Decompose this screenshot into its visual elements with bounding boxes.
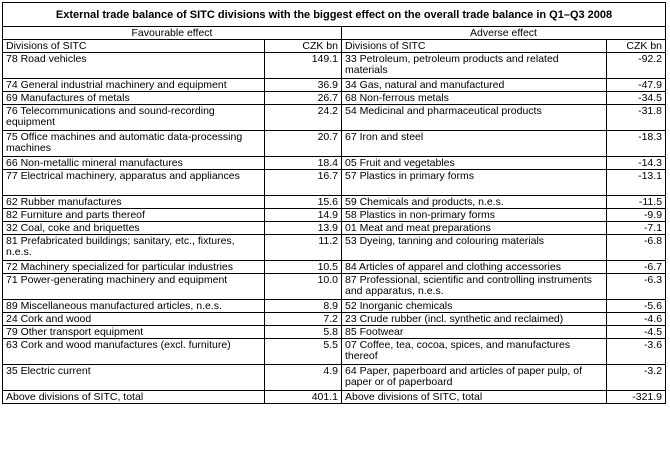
favourable-value-cell: 5.5 — [265, 339, 342, 365]
adverse-value-cell: -6.7 — [607, 261, 666, 274]
adverse-value-cell: -4.5 — [607, 326, 666, 339]
favourable-division-cell: 63 Cork and wood manufactures (excl. furniture) — [3, 339, 265, 365]
adverse-effect-header: Adverse effect — [342, 27, 666, 40]
favourable-value-cell: 149.1 — [265, 53, 342, 79]
favourable-division-cell: 75 Office machines and automatic data-processing machines — [3, 131, 265, 157]
favourable-value-cell: 10.0 — [265, 274, 342, 300]
adverse-division-cell: 53 Dyeing, tanning and colouring materials — [342, 235, 607, 261]
total-row — [3, 391, 666, 404]
favourable-division-cell: 81 Prefabricated buildings; sanitary, etc., fixtures, n.e.s. — [3, 235, 265, 261]
adverse-value-cell: -7.1 — [607, 222, 666, 235]
favourable-value-cell: 26.7 — [265, 92, 342, 105]
adverse-division-cell: 05 Fruit and vegetables — [342, 157, 607, 170]
table-row — [3, 105, 666, 131]
adverse-value-cell: -11.5 — [607, 196, 666, 209]
favourable-division-cell: 82 Furniture and parts thereof — [3, 209, 265, 222]
table-row — [3, 339, 666, 365]
adverse-value-cell: -31.8 — [607, 105, 666, 131]
favourable-value-cell: 7.2 — [265, 313, 342, 326]
favourable-value-cell: 8.9 — [265, 300, 342, 313]
favourable-division-cell: 77 Electrical machinery, apparatus and appliances — [3, 170, 265, 196]
favourable-division-cell: 72 Machinery specialized for particular industries — [3, 261, 265, 274]
table-body — [3, 53, 666, 404]
favourable-value-cell: 24.2 — [265, 105, 342, 131]
favourable-value-cell: 10.5 — [265, 261, 342, 274]
adverse-value-cell: -3.2 — [607, 365, 666, 391]
adverse-value-cell: -13.1 — [607, 170, 666, 196]
adverse-value-cell: -321.9 — [607, 391, 666, 404]
favourable-value-cell: 16.7 — [265, 170, 342, 196]
trade-balance-table — [2, 2, 666, 404]
favourable-value-column-header: CZK bn — [265, 40, 342, 53]
favourable-division-cell: 66 Non-metallic mineral manufactures — [3, 157, 265, 170]
adverse-value-cell: -5.6 — [607, 300, 666, 313]
adverse-division-cell: 64 Paper, paperboard and articles of paper pulp, of paper or of paperboard — [342, 365, 607, 391]
adverse-division-cell: 07 Coffee, tea, cocoa, spices, and manufactures thereof — [342, 339, 607, 365]
favourable-division-cell: 69 Manufactures of metals — [3, 92, 265, 105]
adverse-division-cell: Above divisions of SITC, total — [342, 391, 607, 404]
favourable-value-cell: 11.2 — [265, 235, 342, 261]
table-row — [3, 274, 666, 300]
favourable-division-cell: 76 Telecommunications and sound-recording equipment — [3, 105, 265, 131]
table-row — [3, 79, 666, 92]
favourable-value-cell: 36.9 — [265, 79, 342, 92]
adverse-division-column-header: Divisions of SITC — [342, 40, 607, 53]
favourable-division-cell: 24 Cork and wood — [3, 313, 265, 326]
table-row — [3, 170, 666, 196]
adverse-value-cell: -47.9 — [607, 79, 666, 92]
adverse-division-cell: 68 Non-ferrous metals — [342, 92, 607, 105]
adverse-division-cell: 33 Petroleum, petroleum products and related materials — [342, 53, 607, 79]
favourable-value-cell: 14.9 — [265, 209, 342, 222]
trade-balance-table-container — [2, 2, 666, 404]
favourable-division-cell: 78 Road vehicles — [3, 53, 265, 79]
adverse-value-cell: -6.3 — [607, 274, 666, 300]
adverse-value-cell: -4.6 — [607, 313, 666, 326]
adverse-division-cell: 54 Medicinal and pharmaceutical products — [342, 105, 607, 131]
table-row — [3, 131, 666, 157]
table-row — [3, 365, 666, 391]
favourable-value-cell: 15.6 — [265, 196, 342, 209]
favourable-value-cell: 5.8 — [265, 326, 342, 339]
adverse-division-cell: 52 Inorganic chemicals — [342, 300, 607, 313]
table-row — [3, 196, 666, 209]
adverse-value-cell: -92.2 — [607, 53, 666, 79]
adverse-division-cell: 57 Plastics in primary forms — [342, 170, 607, 196]
adverse-division-cell: 87 Professional, scientific and controlling instruments and apparatus, n.e.s. — [342, 274, 607, 300]
adverse-division-cell: 84 Articles of apparel and clothing accessories — [342, 261, 607, 274]
adverse-division-cell: 01 Meat and meat preparations — [342, 222, 607, 235]
favourable-value-cell: 4.9 — [265, 365, 342, 391]
favourable-division-cell: 74 General industrial machinery and equipment — [3, 79, 265, 92]
table-row — [3, 300, 666, 313]
adverse-division-cell: 67 Iron and steel — [342, 131, 607, 157]
adverse-division-cell: 34 Gas, natural and manufactured — [342, 79, 607, 92]
adverse-value-cell: -3.6 — [607, 339, 666, 365]
table-row — [3, 313, 666, 326]
favourable-division-cell: 89 Miscellaneous manufactured articles, n.e.s. — [3, 300, 265, 313]
table-title: External trade balance of SITC divisions with the biggest effect on the overall trade balance in Q1–Q3 2008 — [3, 3, 666, 27]
adverse-value-column-header: CZK bn — [607, 40, 666, 53]
adverse-division-cell: 23 Crude rubber (incl. synthetic and reclaimed) — [342, 313, 607, 326]
adverse-division-cell: 59 Chemicals and products, n.e.s. — [342, 196, 607, 209]
favourable-value-cell: 20.7 — [265, 131, 342, 157]
favourable-effect-header: Favourable effect — [3, 27, 342, 40]
adverse-value-cell: -14.3 — [607, 157, 666, 170]
favourable-value-cell: 13.9 — [265, 222, 342, 235]
adverse-value-cell: -6.8 — [607, 235, 666, 261]
table-row — [3, 261, 666, 274]
favourable-division-column-header: Divisions of SITC — [3, 40, 265, 53]
favourable-value-cell: 401.1 — [265, 391, 342, 404]
favourable-value-cell: 18.4 — [265, 157, 342, 170]
favourable-division-cell: 32 Coal, coke and briquettes — [3, 222, 265, 235]
table-row — [3, 92, 666, 105]
favourable-division-cell: 79 Other transport equipment — [3, 326, 265, 339]
adverse-division-cell: 85 Footwear — [342, 326, 607, 339]
adverse-value-cell: -34.5 — [607, 92, 666, 105]
adverse-value-cell: -9.9 — [607, 209, 666, 222]
favourable-division-cell: 35 Electric current — [3, 365, 265, 391]
favourable-division-cell: Above divisions of SITC, total — [3, 391, 265, 404]
table-row — [3, 235, 666, 261]
table-row — [3, 53, 666, 79]
table-row — [3, 326, 666, 339]
favourable-division-cell: 62 Rubber manufactures — [3, 196, 265, 209]
table-row — [3, 222, 666, 235]
adverse-value-cell: -18.3 — [607, 131, 666, 157]
favourable-division-cell: 71 Power-generating machinery and equipment — [3, 274, 265, 300]
table-row — [3, 209, 666, 222]
table-row — [3, 157, 666, 170]
adverse-division-cell: 58 Plastics in non-primary forms — [342, 209, 607, 222]
